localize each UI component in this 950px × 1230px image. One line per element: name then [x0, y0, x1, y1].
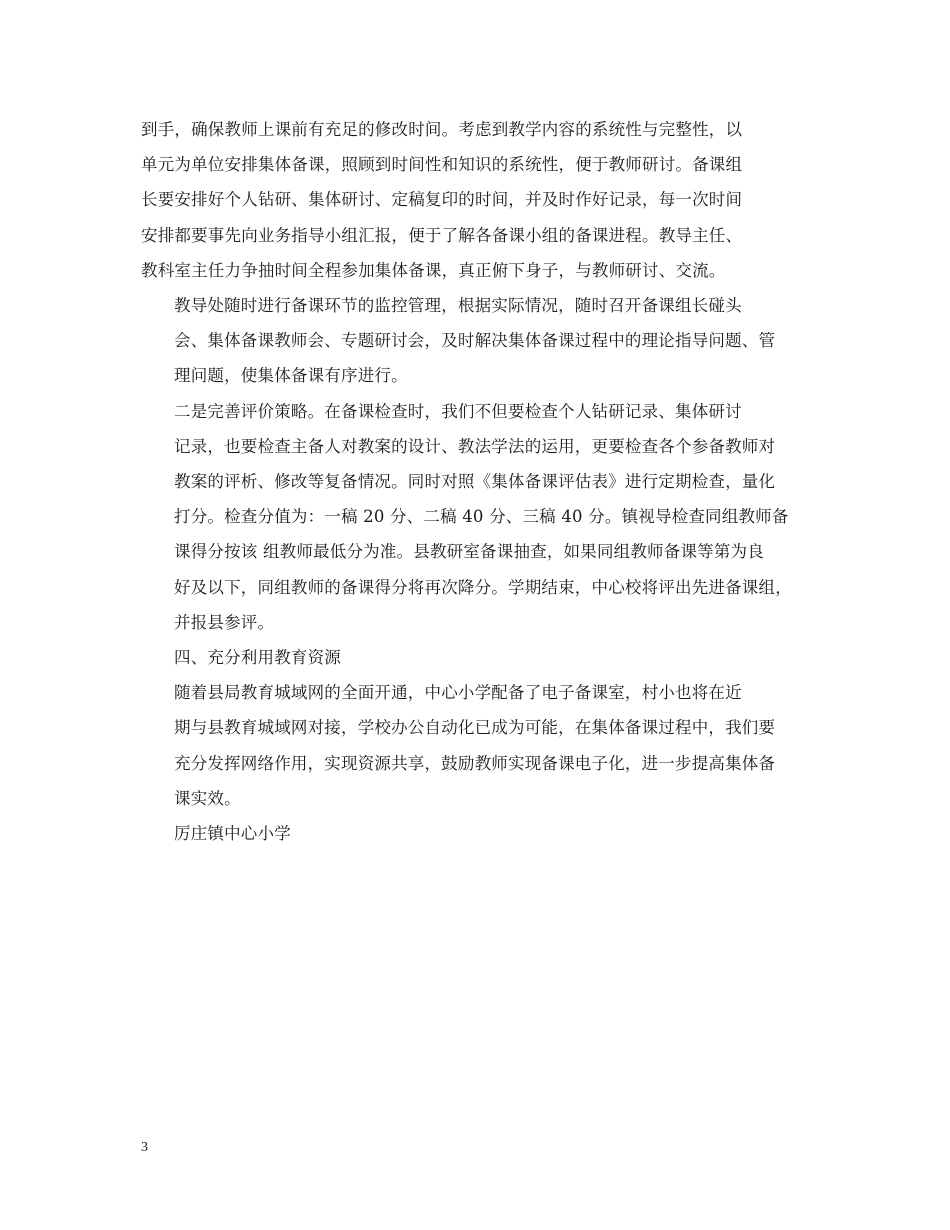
text-line: 充分发挥网络作用，实现资源共享，鼓励教师实现备课电子化，进一步提高集体备: [174, 753, 776, 773]
text-line: 教科室主任力争抽时间全程参加集体备课，真正俯下身子，与教师研讨、交流。: [141, 260, 726, 280]
paragraph-network-resources: [141, 675, 833, 816]
text-line: 到手，确保教师上课前有充足的修改时间。考虑到教学内容的系统性与完整性，以: [141, 120, 743, 139]
document-body: [141, 112, 833, 851]
text-line: 理问题，使集体备课有序进行。: [174, 366, 408, 386]
text-line: 会、集体备课教师会、专题研讨会，及时解决集体备课过程中的理论指导问题、管: [174, 331, 776, 351]
text-line: 长要安排好个人钻研、集体研讨、定稿复印的时间，并及时作好记录，每一次时间: [141, 190, 743, 210]
text-line: 安排都要事先向业务指导小组汇报，便于了解各备课小组的备课进程。教导主任、: [141, 225, 743, 245]
text-line: 二是完善评价策略。在备课检查时，我们不但要检查个人钻研记录、集体研讨: [174, 401, 742, 421]
text-line: 期与县教育城域网对接，学校办公自动化已成为可能，在集体备课过程中，我们要: [174, 718, 776, 738]
text-line: 打分。检查分值为：一稿 20 分、二稿 40 分、三稿 40 分。镇视导检查同组教师备: [174, 507, 789, 527]
text-line: 教导处随时进行备课环节的监控管理，根据实际情况，随时召开备课组长碰头: [174, 296, 742, 316]
text-line: 教案的评析、修改等复备情况。同时对照《集体备课评估表》进行定期检查，量化: [174, 472, 776, 492]
text-line: 课得分按该 组教师最低分为准。县教研室备课抽查，如果同组教师备课等第为良: [174, 542, 764, 562]
paragraph-preparation-schedule: [141, 112, 833, 288]
heading-line: 四、充分利用教育资源: [174, 648, 341, 668]
text-line: 好及以下，同组教师的备课得分将再次降分。学期结束，中心校将评出先进备课组，: [174, 577, 792, 597]
paragraph-monitoring: [141, 288, 833, 394]
paragraph-evaluation-strategy: [141, 394, 833, 640]
text-line: 记录，也要检查主备人对教案的设计、教法学法的运用，更要检查各个参备教师对: [174, 436, 776, 456]
signature-school-name: [141, 816, 833, 851]
signature-line: 厉庄镇中心小学: [174, 824, 291, 844]
section-heading-resources: [141, 640, 833, 675]
text-line: 随着县局教育城域网的全面开通，中心小学配备了电子备课室，村小也将在近: [174, 683, 742, 703]
text-line: 课实效。: [174, 788, 241, 808]
text-line: 并报县参评。: [174, 612, 275, 632]
text-line: 单元为单位安排集体备课，照顾到时间性和知识的系统性，便于教师研讨。备课组: [141, 155, 743, 175]
page-number: 3: [141, 1140, 148, 1155]
